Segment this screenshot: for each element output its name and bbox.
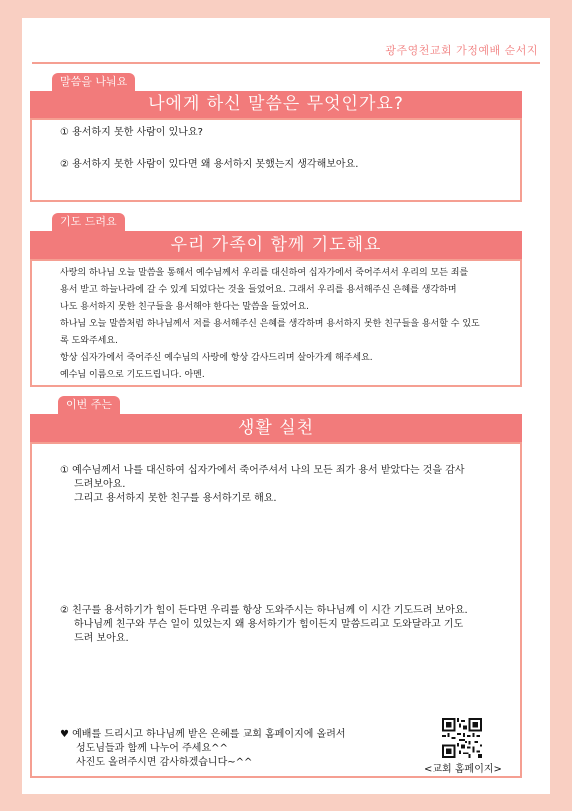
- sharing-box: [30, 118, 522, 202]
- church-name: 광주영천교회 가정예배 순서지: [385, 44, 538, 57]
- section-title-sharing: 나에게 하신 말씀은 무엇인가요?: [30, 91, 522, 118]
- prayer-line: 하나님 오늘 말씀처럼 하나님께서 저를 용서해주신 은혜를 생각하며 용서하지 못한 친구들을 용서할 수 있도: [60, 319, 480, 329]
- footer-note-line: 사진도 올려주시면 감사하겠습니다~^^: [76, 757, 253, 768]
- prayer-box: [30, 259, 522, 387]
- section-tab-sharing: 말씀을 나눠요: [52, 73, 135, 91]
- qr-code-icon[interactable]: [442, 718, 482, 758]
- prayer-line: 용서 받고 하늘나라에 갈 수 있게 되었다는 것을 들었어요. 그래서 우리를 용서해주신 은혜를 생각하며: [60, 285, 457, 295]
- footer-note: [60, 728, 460, 770]
- practice-item-2-line: 드려 보아요.: [74, 633, 129, 644]
- prayer-line: 예수님 이름으로 기도드립니다. 아멘.: [60, 370, 205, 380]
- prayer-text: [60, 265, 520, 384]
- section-tab-prayer: 기도 드려요: [52, 213, 125, 231]
- footer-note-line: ♥ 예배를 드리시고 하나님께 받은 은혜를 교회 홈페이지에 올려서: [60, 729, 346, 740]
- prayer-line: 항상 십자가에서 죽어주신 예수님의 사랑에 항상 감사드리며 살아가게 해주세요.: [60, 353, 373, 363]
- practice-item-1-line: ① 예수님께서 나를 대신하여 십자가에서 죽어주셔서 나의 모든 죄가 용서 받았다는 것을 감사: [60, 465, 465, 476]
- qr-caption: <교회 홈페이지>: [424, 764, 502, 775]
- section-title-practice: 생활 실천: [30, 414, 522, 442]
- prayer-line: 록 도와주세요.: [60, 336, 118, 346]
- section-title-prayer: 우리 가족이 함께 기도해요: [30, 231, 522, 259]
- practice-item-2: [60, 604, 522, 646]
- question-2: ② 용서하지 못한 사람이 있다면 왜 용서하지 못했는지 생각해보아요.: [60, 159, 359, 170]
- prayer-line: 사랑의 하나님 오늘 말씀을 통해서 예수님께서 우리를 대신하여 십자가에서 죽어주셔서 우리의 모든 죄를: [60, 268, 469, 278]
- practice-item-2-line: ② 친구를 용서하기가 힘이 든다면 우리를 항상 도와주시는 하나님께 이 시간 기도드려 보아요.: [60, 605, 468, 616]
- practice-item-1-line: 드려보아요.: [74, 479, 126, 490]
- header-divider: [32, 62, 540, 64]
- question-1: ① 용서하지 못한 사람이 있나요?: [60, 127, 203, 138]
- practice-box: [30, 442, 522, 778]
- footer-note-line: 성도님들과 함께 나누어 주세요^^: [76, 743, 228, 754]
- practice-item-1: [60, 464, 522, 506]
- practice-item-2-line: 하나님께 친구와 무슨 일이 있었는지 왜 용서하기가 힘이든지 말씀드리고 도와달라고 기도: [74, 619, 464, 630]
- prayer-line: 나도 용서하지 못한 친구들을 용서해야 한다는 말씀을 들었어요.: [60, 302, 309, 312]
- practice-item-1-line: 그리고 용서하지 못한 친구를 용서하기로 해요.: [74, 493, 277, 504]
- section-tab-this-week: 이번 주는: [58, 396, 120, 414]
